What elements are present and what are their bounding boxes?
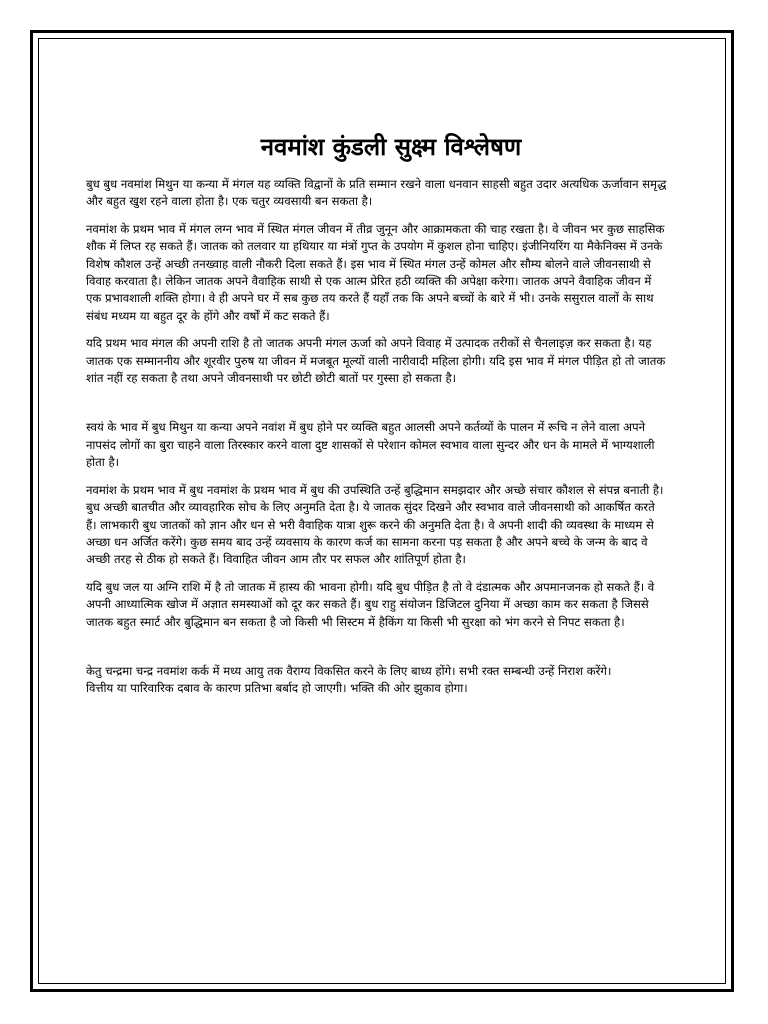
paragraph-budh-first-house: नवमांश के प्रथम भाव में बुध नवमांश के प्रथम भाव में बुध की उपस्थिति उन्हें बुद्धिमान समझदार और अच्छे संचार कौशल से संपन्न बनाती है। बुध अच्छी बातचीत और व्यावहारिक सोच के लिए अनुमति देता है। ये जातक सुंदर दिखने और स्वभाव वाले जीवनसाथी को आकर्षित करते हैं। लाभकारी बुध जातकों को ज्ञान और धन से भरी वैवाहिक यात्रा शुरू करने की अनुमति देता है। वे अपनी शादी की व्यवस्था के माध्यम से अच्छा धन अर्जित करेंगे। कुछ समय बाद उन्हें व्यवसाय के कारण कर्ज का सामना करना पड़ सकता है और अपने बच्चे के जन्म के बाद वे अच्छी तरह से ठीक हो सकते हैं। विवाहित जीवन आम तौर पर सफल और शांतिपूर्ण होता है। (86, 482, 664, 567)
page-title: नवमांश कुंडली सुक्ष्म विश्लेषण (260, 133, 522, 161)
paragraph-mangal-own-sign: यदि प्रथम भाव मंगल की अपनी राशि है तो जातक अपनी मंगल ऊर्जा को अपने विवाह में उत्पादक तरीकों से चैनलाइज़ कर सकता है। यह जातक एक सम्माननीय और शूरवीर पुरुष या जीवन में मजबूत मूल्यों वाली नारीवादी महिला होगी। यदि इस भाव में मंगल पीड़ित हो तो जातक शांत नहीं रह सकता है तथा अपने जीवनसाथी पर छोटी छोटी बातों पर गुस्सा हो सकता है। (86, 336, 666, 386)
paragraph-ketu-moon-continued: वित्तीय या पारिवारिक दबाव के कारण प्रतिभा बर्बाद हो जाएगी। भक्ति की ओर झुकाव होगा। (86, 681, 468, 696)
section-gap (86, 641, 668, 663)
section-gap (86, 397, 668, 419)
paragraph-mangal-first-house: नवमांश के प्रथम भाव में मंगल लग्न भाव में स्थित मंगल जीवन में तीव्र जुनून और आक्रामकता की चाह रखता है। वे जीवन भर कुछ साहसिक शौक में लिप्त रह सकते हैं। जातक को तलवार या हथियार या मंत्रों गुप्त के उपयोग में कुशल होना चाहिए। इंजीनियरिंग या मैकेनिक्स में उनके विशेष कौशल उन्हें अच्छी तनख्वाह वाली नौकरी दिला सकते हैं। इस भाव में स्थित मंगल उन्हें कोमल और सौम्य बोलने वाले जीवनसाथी से विवाह करवाता है। लेकिन जातक अपने वैवाहिक साथी से एक आत्म प्रेरित हठी व्यक्ति की अपेक्षा करेगा। जातक अपने वैवाहिक जीवन में एक प्रभावशाली शक्ति होगा। वे ही अपने घर में सब कुछ तय करते हैं यहाँ तक कि अपने बच्चों के बारे में भी। उनके ससुराल वालों के साथ संबंध मध्यम या बहुत दूर के होंगे और वर्षों में कट सकते हैं। (86, 221, 665, 323)
paragraph-budh-water-fire: यदि बुध जल या अग्नि राशि में है तो जातक में हास्य की भावना होगी। यदि बुध पीड़ित है तो वे दंडात्मक और अपमानजनक हो सकते हैं। वे अपनी आध्यात्मिक खोज में अज्ञात समस्याओं को दूर कर सकते हैं। बुध राहु संयोजन डिजिटल दुनिया में अच्छा काम कर सकता है जिससे जातक बहुत स्मार्ट और बुद्धिमान बन सकता है जो किसी भी सिस्टम में हैकिंग या किसी भी सुरक्षा को भंग करने से निपट सकता है। (86, 579, 655, 629)
paragraph-ketu-moon: केतु चन्द्रमा चन्द्र नवमांश कर्क में मध्य आयु तक वैराग्य विकसित करने के लिए बाध्य होंगे। सभी रक्त सम्बन्धी उन्हें निराश करेंगे। (86, 663, 612, 678)
paragraph-budh-own-house: स्वयं के भाव में बुध मिथुन या कन्या अपने नवांश में बुध होने पर व्यक्ति बहुत आलसी अपने कर्तव्यों के पालन में रूचि न लेने वाला अपने नापसंद लोगों का बुरा चाहने वाला तिरस्कार करने वाला दुष्ट शासकों से परेशान कोमल स्वभाव वाला सुन्दर और धन के मामले में भाग्यशाली होता है। (86, 420, 655, 470)
document-body (86, 128, 668, 708)
paragraph-budh-mangal: बुध बुध नवमांश मिथुन या कन्या में मंगल यह व्यक्ति विद्वानों के प्रति सम्मान रखने वाला धनवान साहसी बहुत उदार अत्यधिक ऊर्जावान समृद्ध और बहुत खुश रहने वाला होता है। एक चतुर व्यवसायी बन सकता है। (86, 177, 667, 209)
